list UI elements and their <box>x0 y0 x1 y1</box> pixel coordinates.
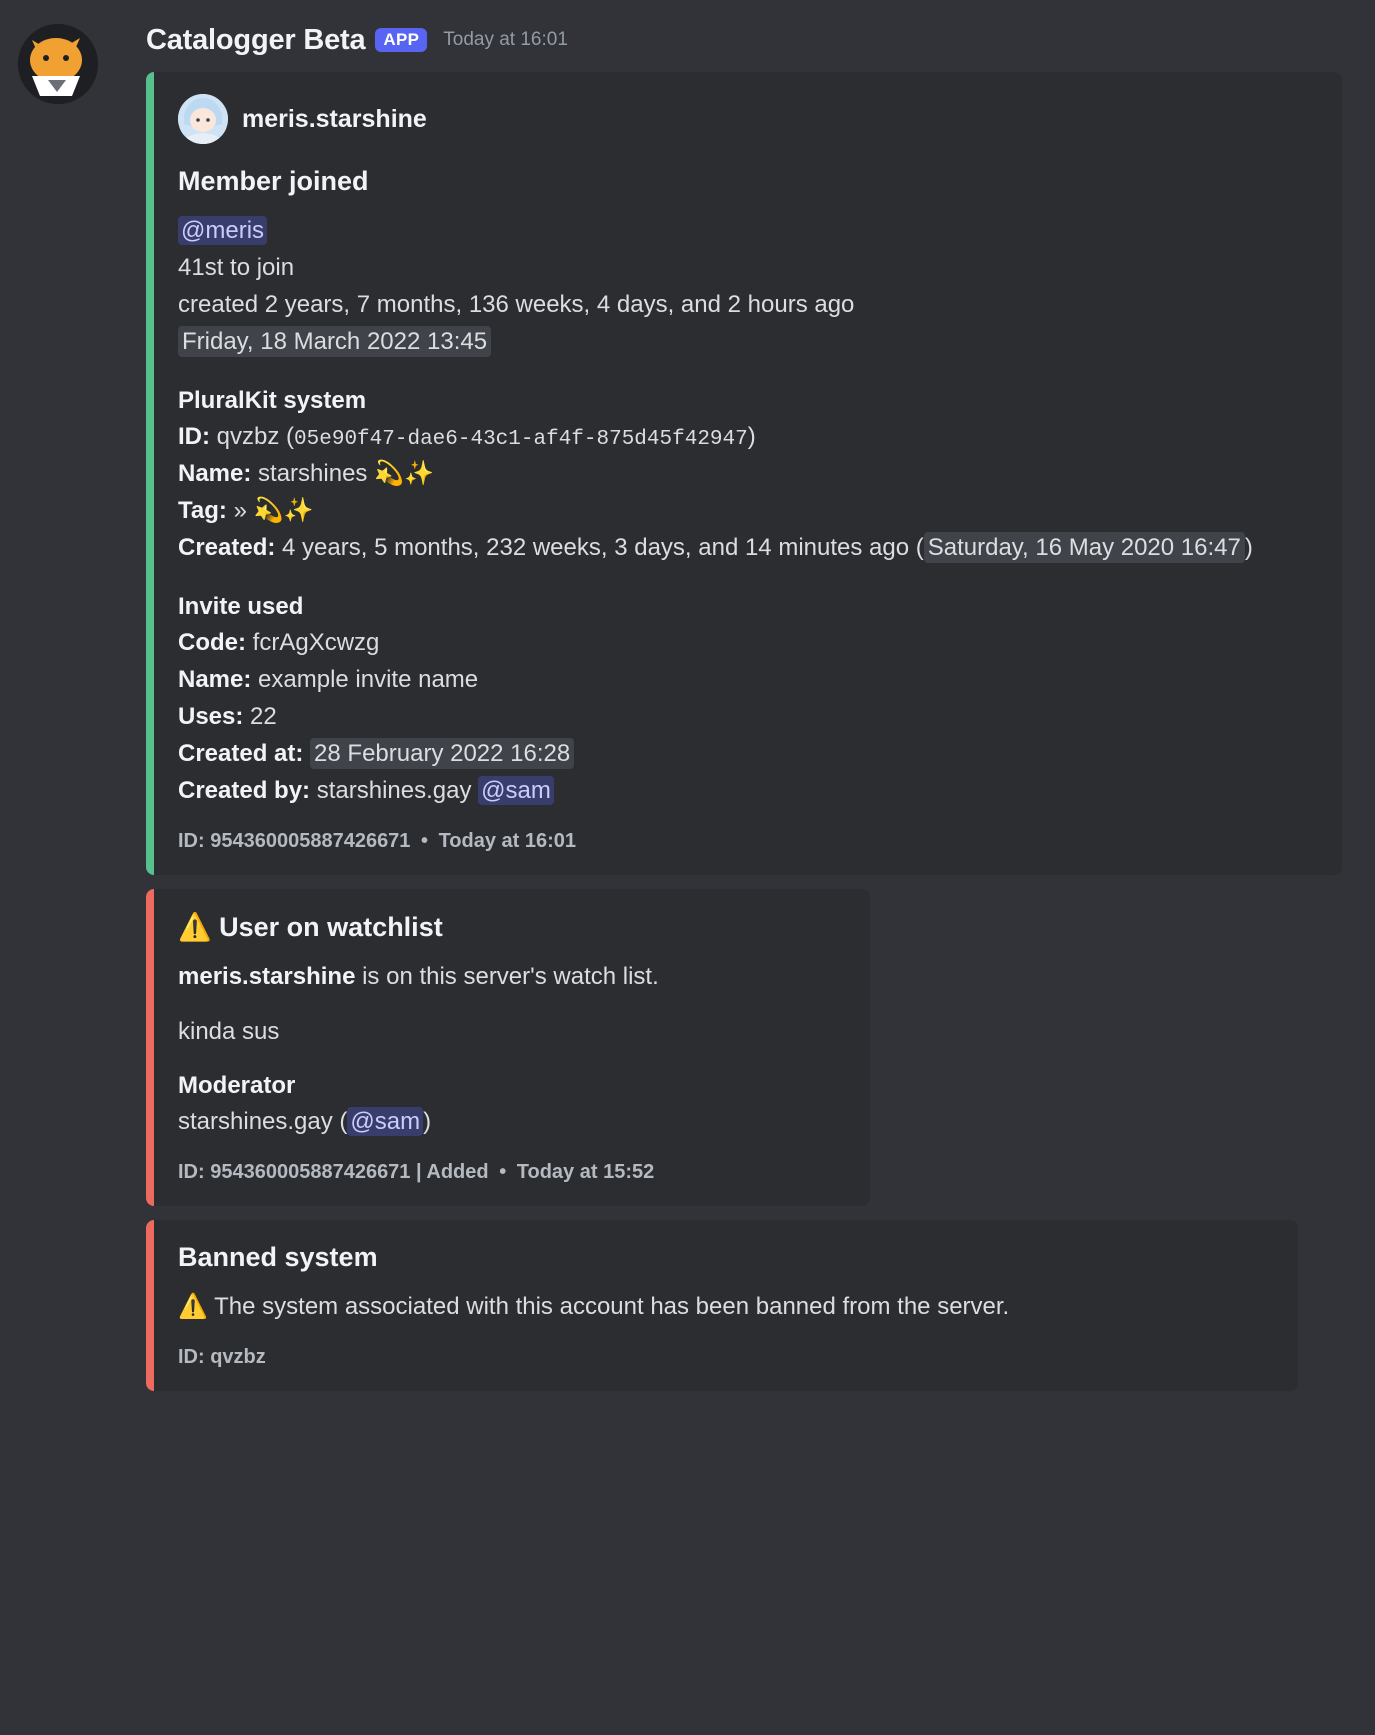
embed-user-on-watchlist <box>146 889 870 1206</box>
invite-code-label: Code: <box>178 629 246 656</box>
banned-desc-text: The system associated with this account has been banned from the server. <box>214 1292 1010 1320</box>
invite-code-value: fcrAgXcwzg <box>252 629 380 656</box>
sparkle-emoji: 💫✨ <box>374 460 434 488</box>
user-mention[interactable]: @sam <box>347 1107 423 1136</box>
pk-name-label: Name: <box>178 460 252 488</box>
bot-username[interactable]: Catalogger Beta <box>146 23 366 56</box>
pk-uuid: 05e90f47-dae6-43c1-af4f-875d45f42947 <box>294 427 748 451</box>
invite-created-at-label: Created at: <box>178 739 304 767</box>
embed-description <box>178 959 844 996</box>
footer-timestamp: Today at 15:52 <box>516 1160 655 1183</box>
account-created-relative: created 2 years, 7 months, 136 weeks, 4 days, and 2 hours ago <box>178 290 855 318</box>
embed-description <box>178 213 1316 361</box>
watchlist-note: kinda sus <box>178 1017 280 1045</box>
user-mention[interactable]: @meris <box>178 216 267 245</box>
pk-created-relative: 4 years, 5 months, 232 weeks, 3 days, and 14 minutes ago <box>282 534 910 562</box>
embed-member-joined <box>146 72 1342 875</box>
embed-list <box>0 62 1375 1391</box>
pk-created-label: Created: <box>178 534 276 562</box>
invite-created-by-label: Created by: <box>178 776 311 804</box>
footer-timestamp: Today at 16:01 <box>438 829 577 852</box>
account-created-absolute: Friday, 18 March 2022 13:45 <box>178 326 491 357</box>
pk-created-absolute: Saturday, 16 May 2020 16:47 <box>924 532 1245 563</box>
warning-icon: ⚠️ <box>178 1292 208 1320</box>
field-pluralkit-system <box>178 387 1316 567</box>
message-header <box>0 18 1375 62</box>
field-value: ID: qvzbz (05e90f47-dae6-43c1-af4f-875d45f42947) Name: starshines 💫✨ Tag: » 💫✨ Created: 4 years, 5 months, 232 weeks, 3 days, and 14 minutes ago ( Saturday, 16 May 2020 16:47 ) <box>178 422 1253 562</box>
warning-icon: ⚠️ <box>178 911 212 942</box>
cat-logo-icon[interactable] <box>18 24 98 104</box>
embed-title: Member joined <box>178 166 369 196</box>
embed-footer <box>178 1161 844 1184</box>
embed-author <box>178 94 1316 144</box>
field-value <box>178 625 1316 810</box>
watchlist-username: meris.starshine <box>178 962 356 990</box>
pk-tag-label: Tag: <box>178 497 227 525</box>
embed-footer <box>178 830 1316 853</box>
invite-created-at-value: 28 February 2022 16:28 <box>310 738 574 769</box>
embed-banned-system <box>146 1220 1298 1391</box>
invite-created-by-value: starshines.gay <box>316 776 472 804</box>
pk-id-label: ID: <box>178 422 210 450</box>
embed-title <box>178 911 844 943</box>
embed-author-name: meris.starshine <box>242 104 427 133</box>
embed-description <box>178 1289 1272 1326</box>
message-timestamp: Today at 16:01 <box>443 29 568 50</box>
footer-id: ID: 954360005887426671 | Added <box>178 1160 489 1183</box>
field-name: PluralKit system <box>178 386 367 414</box>
footer-separator: • <box>499 1160 507 1183</box>
invite-name-label: Name: <box>178 665 252 693</box>
moderator-name: starshines.gay <box>178 1107 333 1135</box>
pk-tag-value: » <box>233 497 247 525</box>
field-invite-used <box>178 593 1316 810</box>
user-mention[interactable]: @sam <box>478 776 554 805</box>
watchlist-desc-rest: is on this server's watch list. <box>355 962 659 990</box>
embed-title-text: User on watchlist <box>219 911 443 942</box>
field-name: Invite used <box>178 593 304 620</box>
pk-id-value: qvzbz <box>216 422 280 450</box>
avatar[interactable] <box>178 94 228 144</box>
embed-footer <box>178 1346 1272 1369</box>
pk-name-value: starshines <box>258 460 368 488</box>
invite-uses-value: 22 <box>250 702 277 730</box>
embed-accent-bar <box>146 889 154 1206</box>
embed-accent-bar <box>146 1220 154 1391</box>
embed-title: Banned system <box>178 1241 378 1272</box>
invite-uses-label: Uses: <box>178 702 244 730</box>
footer-separator: • <box>421 829 429 852</box>
invite-name-value: example invite name <box>258 665 479 693</box>
footer-id: ID: qvzbz <box>178 1345 266 1368</box>
app-badge: APP <box>375 28 427 52</box>
field-value: starshines.gay ( @sam ) <box>178 1107 432 1135</box>
sparkle-emoji: 💫✨ <box>253 497 314 525</box>
field-name: Moderator <box>178 1071 296 1099</box>
join-order: 41st to join <box>178 253 295 281</box>
footer-id: ID: 954360005887426671 <box>178 829 411 852</box>
field-moderator <box>178 1072 844 1141</box>
embed-accent-bar <box>146 72 154 875</box>
